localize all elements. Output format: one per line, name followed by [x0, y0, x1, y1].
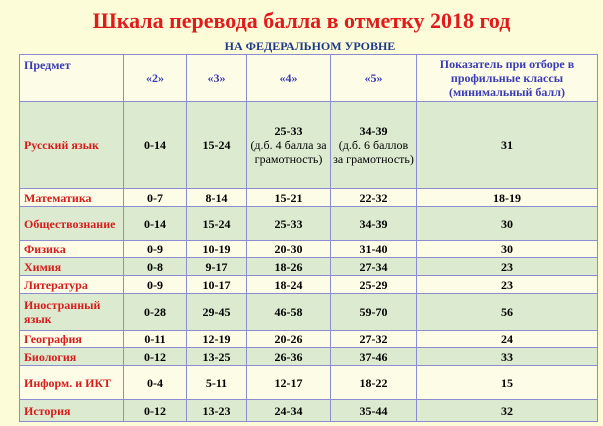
subject-cell: Математика: [20, 189, 124, 207]
subject-cell: Иностранный язык: [20, 294, 124, 331]
subject-cell: Биология: [20, 348, 124, 366]
grade-4-cell: 20-26: [247, 331, 331, 348]
grade-4-cell: 46-58: [247, 294, 331, 331]
grade-3-cell: 8-14: [187, 189, 247, 207]
grade-4-cell: 18-24: [247, 276, 331, 294]
grade-3-cell: 29-45: [187, 294, 247, 331]
subject-cell: География: [20, 331, 124, 348]
grade-3-cell: 10-19: [187, 241, 247, 258]
header-subject: Предмет: [20, 55, 124, 102]
grade-2-cell: 0-12: [124, 348, 187, 366]
threshold-cell: 30: [417, 207, 598, 241]
table-header-row: [20, 55, 598, 102]
subject-cell: Информ. и ИКТ: [20, 366, 124, 400]
grade-5-cell: 22-32: [331, 189, 417, 207]
grade-5-cell: 18-22: [331, 366, 417, 400]
grade-5-cell: 31-40: [331, 241, 417, 258]
grade-4-cell: 15-21: [247, 189, 331, 207]
threshold-cell: 18-19: [417, 189, 598, 207]
grade-4-cell: [247, 102, 331, 189]
threshold-cell: 31: [417, 102, 598, 189]
table-row: [20, 276, 598, 294]
threshold-cell: 32: [417, 400, 598, 422]
threshold-cell: 24: [417, 331, 598, 348]
grade-2-cell: 0-11: [124, 331, 187, 348]
grade-conversion-table: [19, 54, 598, 422]
header-grade-4: «4»: [247, 55, 331, 102]
grade-2-cell: 0-28: [124, 294, 187, 331]
grade-5-range: 34-39: [359, 124, 388, 138]
grade-3-cell: 13-23: [187, 400, 247, 422]
table-row: [20, 207, 598, 241]
grade-4-cell: 26-36: [247, 348, 331, 366]
grade-4-cell: 24-34: [247, 400, 331, 422]
grade-5-cell: 34-39: [331, 207, 417, 241]
header-grade-5: «5»: [331, 55, 417, 102]
threshold-cell: 23: [417, 276, 598, 294]
header-threshold: Показатель при отборе в профильные классы (минимальный балл): [417, 55, 598, 102]
table-row: [20, 348, 598, 366]
page-title: Шкала перевода балла в отметку 2018 год: [92, 8, 511, 33]
grade-3-cell: 15-24: [187, 207, 247, 241]
grade-3-cell: 12-19: [187, 331, 247, 348]
grade-2-cell: 0-9: [124, 276, 187, 294]
grade-4-cell: 25-33: [247, 207, 331, 241]
grade-5-note: (д.б. 6 баллов за грамотность): [333, 138, 414, 166]
grade-2-cell: 0-12: [124, 400, 187, 422]
subject-cell: Обществознание: [20, 207, 124, 241]
grade-5-cell: 59-70: [331, 294, 417, 331]
subject-cell: Литература: [20, 276, 124, 294]
grade-5-cell: 37-46: [331, 348, 417, 366]
grade-2-cell: 0-8: [124, 258, 187, 276]
grade-4-cell: 18-26: [247, 258, 331, 276]
grade-4-cell: 20-30: [247, 241, 331, 258]
grade-3-cell: 15-24: [187, 102, 247, 189]
threshold-cell: 56: [417, 294, 598, 331]
subject-cell: Химия: [20, 258, 124, 276]
grade-3-cell: 9-17: [187, 258, 247, 276]
grade-4-range: 25-33: [274, 124, 303, 138]
subject-cell: История: [20, 400, 124, 422]
page-subtitle: НА ФЕДЕРАЛЬНОМ УРОВНЕ: [224, 39, 396, 53]
table-row: [20, 366, 598, 400]
header-grade-2: «2»: [124, 55, 187, 102]
grade-3-cell: 10-17: [187, 276, 247, 294]
threshold-cell: 15: [417, 366, 598, 400]
grade-4-cell: 12-17: [247, 366, 331, 400]
grade-2-cell: 0-14: [124, 102, 187, 189]
grade-5-cell: [331, 102, 417, 189]
grade-5-cell: 25-29: [331, 276, 417, 294]
grade-2-cell: 0-4: [124, 366, 187, 400]
grade-4-note: (д.б. 4 балла за грамотность): [250, 138, 327, 166]
subject-cell: Физика: [20, 241, 124, 258]
grade-5-cell: 27-32: [331, 331, 417, 348]
grade-2-cell: 0-14: [124, 207, 187, 241]
threshold-cell: 33: [417, 348, 598, 366]
table-row: [20, 400, 598, 422]
table-row: [20, 294, 598, 331]
grade-3-cell: 13-25: [187, 348, 247, 366]
grade-3-cell: 5-11: [187, 366, 247, 400]
grade-5-cell: 35-44: [331, 400, 417, 422]
grade-5-cell: 27-34: [331, 258, 417, 276]
grade-2-cell: 0-7: [124, 189, 187, 207]
threshold-cell: 30: [417, 241, 598, 258]
table-row: [20, 189, 598, 207]
subject-cell: Русский язык: [20, 102, 124, 189]
table-row: [20, 241, 598, 258]
header-grade-3: «3»: [187, 55, 247, 102]
grade-2-cell: 0-9: [124, 241, 187, 258]
table-row: [20, 102, 598, 189]
table-row: [20, 331, 598, 348]
threshold-cell: 23: [417, 258, 598, 276]
table-row: [20, 258, 598, 276]
